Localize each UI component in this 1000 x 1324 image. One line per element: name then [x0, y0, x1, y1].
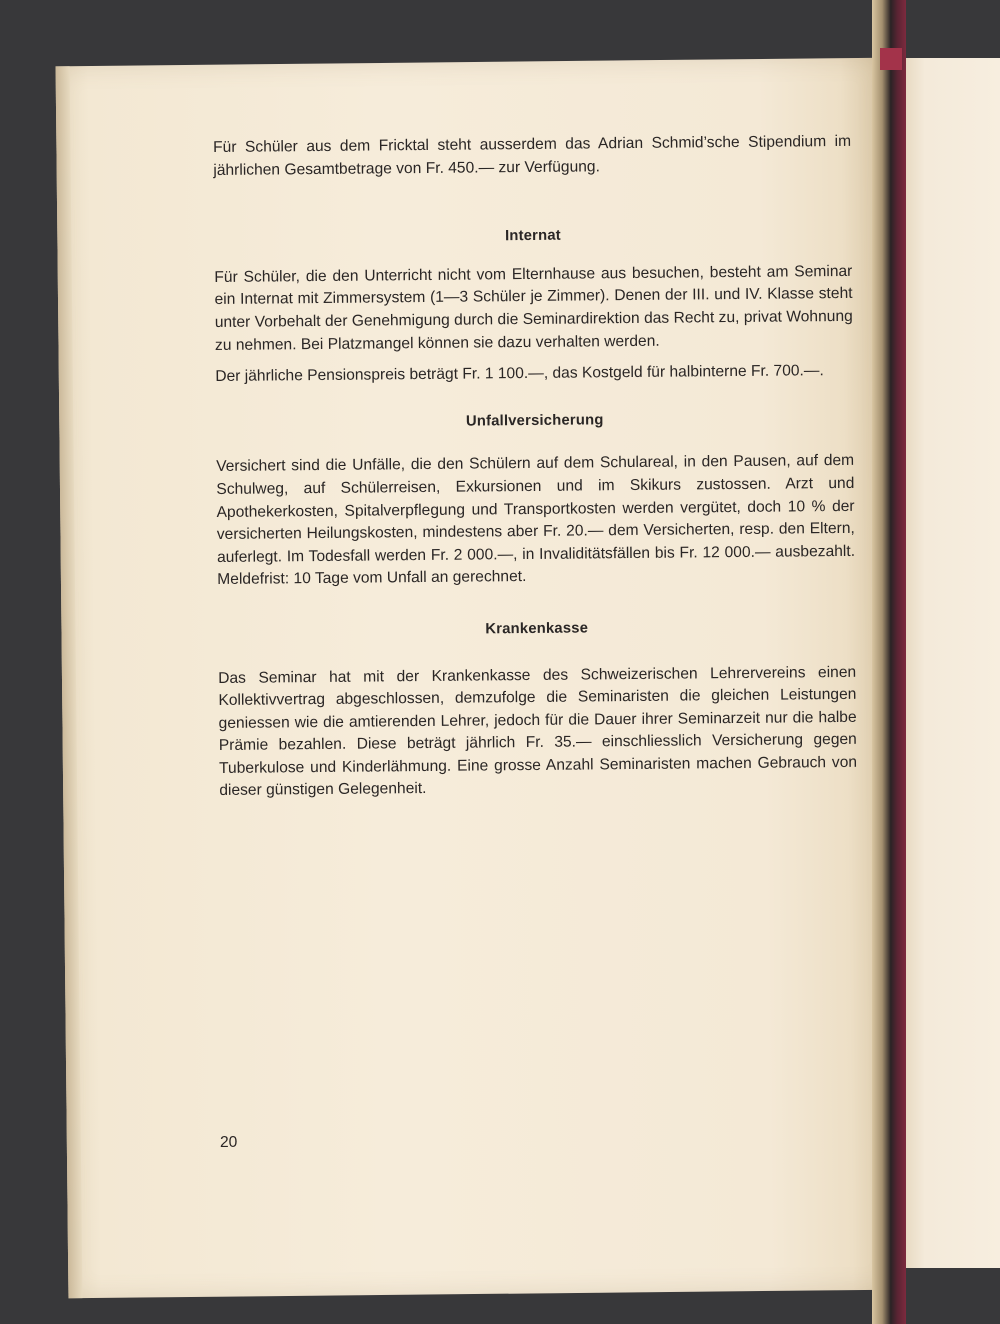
heading-unfallversicherung: Unfallversicherung	[465, 412, 604, 430]
book-spine-gutter	[872, 0, 906, 1324]
right-page	[900, 58, 1000, 1268]
internat-paragraph: Für Schüler, die den Unterricht nicht vom Elternhause aus besuchen, besteht am Seminar ein Internat mit Zimmersystem (1—3 Schüler je Zimmer). Denen der III. und IV. Klasse steht unter Vorbehalt der Genehmigung durch die Seminardirektion das Recht zu, privat Wohnung zu nehmen. Bei Platzmangel können sie dazu verhalten werden.	[214, 262, 853, 354]
heading-internat: Internat	[504, 227, 561, 245]
headband	[880, 48, 902, 70]
pension-paragraph: Der jährliche Pensionspreis beträgt Fr. 1 100.—, das Kostgeld für halbinterne Fr. 700.—.	[215, 362, 824, 386]
heading-krankenkasse: Krankenkasse	[485, 620, 589, 638]
left-page-text	[213, 131, 857, 803]
krankenkasse-paragraph: Das Seminar hat mit der Krankenkasse des Schweizerischen Lehrervereins einen Kollektivvertrag abgeschlossen, demzufolge die Seminaristen die gleichen Leistungen geniessen wie die amtierenden Lehrer, jedoch für die Dauer ihrer Seminarzeit nur die halbe Prämie bezahlen. Diese beträgt jährlich Fr. 35.— einschliesslich Versicherung gegen Tuberkulose und Kinderlähmung. Eine grosse Anzahl Seminaristen machen Gebrauch von dieser günstigen Gelegenheit.	[218, 663, 858, 800]
page-edge	[56, 66, 83, 1298]
unfallversicherung-paragraph: Versichert sind die Unfälle, die den Schülern auf dem Schulareal, in den Pausen, auf dem Schulweg, auf Schülerreisen, Exkursionen und im Skikurs zustossen. Arzt und Apothekerkosten, Spitalverpflegung und Transportkosten werden vergütet, doch 10 % der versicherten Heilungskosten, mindestens aber Fr. 20.— dem Versicherten, resp. den Eltern, auferlegt. Im Todesfall werden Fr. 2 000.—, in Invaliditätsfällen bis Fr. 12 000.— ausbezahlt. Meldefrist: 10 Tage vom Unfall an gerechnet.	[216, 452, 856, 589]
intro-paragraph: Für Schüler aus dem Fricktal steht ausserdem das Adrian Schmid’sche Stipendium im jährlichen Gesamtbetrage von Fr. 450.— zur Verfügung.	[213, 132, 852, 179]
page-number: 20	[220, 1134, 238, 1151]
